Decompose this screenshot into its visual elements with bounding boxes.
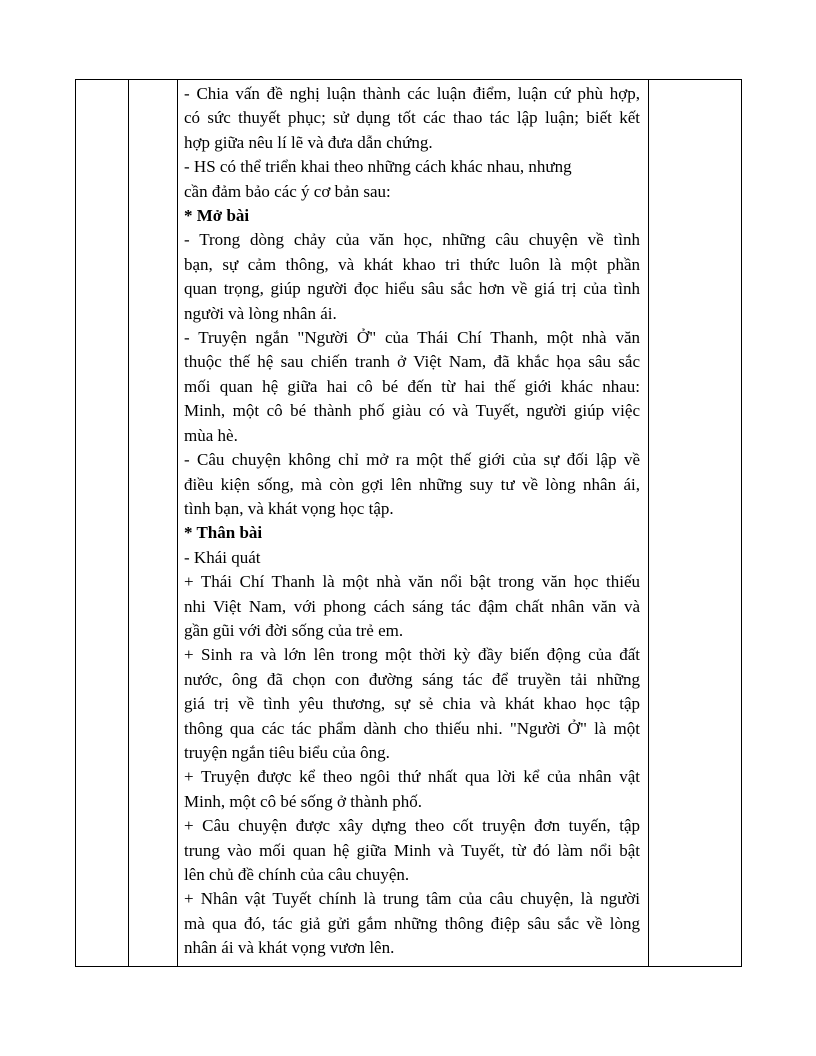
text-line: - Truyện ngắn "Người Ở" của Thái Chí Thanh, một nhà văn — [184, 328, 640, 348]
text-line: nước, ông đã chọn con đường sáng tác để truyền tải những — [184, 669, 640, 689]
text-line: nhân ái và khát vọng vươn lên. — [184, 938, 395, 958]
text-line: + Câu chuyện được xây dựng theo cốt truyện đơn tuyến, tập — [184, 816, 640, 836]
text-line: mà qua đó, tác giả gửi gắm những thông điệp sâu sắc về lòng — [184, 913, 640, 933]
answer-content-cell — [178, 80, 649, 966]
text-line: trung vào mối quan hệ giữa Minh và Tuyết, từ đó làm nổi bật — [184, 840, 640, 860]
text-line: điều kiện sống, mà còn gợi lên những suy tư về lòng nhân ái, — [184, 474, 640, 494]
text-line: - HS có thể triển khai theo những cách khác nhau, nhưng — [184, 157, 572, 177]
table-cell-right — [649, 80, 741, 966]
text-line: người và lòng nhân ái. — [184, 303, 337, 323]
section-heading-line: * Mở bài — [184, 206, 250, 226]
text-line: - Trong dòng chảy của văn học, những câu chuyện về tình — [184, 230, 640, 250]
text-line: mối quan hệ giữa hai cô bé đến từ hai thế giới khác nhau: — [184, 376, 640, 396]
text-line: cần đảm bảo các ý cơ bản sau: — [184, 181, 391, 201]
table-cell-left-2 — [129, 80, 178, 966]
text-line: + Thái Chí Thanh là một nhà văn nổi bật trong văn học thiếu — [184, 572, 640, 592]
text-line: - Khái quát — [184, 547, 261, 567]
text-line: giá trị về tình yêu thương, sự sẻ chia và khát khao học tập — [184, 694, 640, 714]
text-line: bạn, sự cảm thông, và khát khao tri thức luôn là một phần — [184, 254, 640, 274]
text-line: lên chủ đề chính của câu chuyện. — [184, 865, 410, 884]
text-line: nhi Việt Nam, với phong cách sáng tác đậm chất nhân văn và — [184, 596, 640, 616]
text-line: - Chia vấn đề nghị luận thành các luận điểm, luận cứ phù hợp, — [184, 84, 640, 103]
text-line: hợp giữa nêu lí lẽ và đưa dẫn chứng. — [184, 132, 433, 152]
section-heading-line: * Thân bài — [184, 523, 263, 543]
text-line: Minh, một cô bé sống ở thành phố. — [184, 791, 422, 811]
text-line: + Sinh ra và lớn lên trong một thời kỳ đầy biến động của đất — [184, 645, 640, 665]
text-line: có sức thuyết phục; sử dụng tốt các thao tác lập luận; biết kết — [184, 108, 640, 128]
text-line: gần gũi với đời sống của trẻ em. — [184, 620, 404, 640]
text-line: + Nhân vật Tuyết chính là trung tâm của câu chuyện, là người — [184, 889, 640, 909]
text-line: truyện ngắn tiêu biểu của ông. — [184, 742, 390, 762]
rubric-table — [75, 79, 742, 967]
text-line: tình bạn, và khát vọng học tập. — [184, 498, 394, 518]
table-cell-left-1 — [76, 80, 129, 966]
text-line: Minh, một cô bé thành phố giàu có và Tuyết, người giúp việc — [184, 401, 640, 421]
text-line: thuộc thế hệ sau chiến tranh ở Việt Nam, đã khắc họa sâu sắc — [184, 352, 640, 372]
text-line: + Truyện được kể theo ngôi thứ nhất qua lời kể của nhân vật — [184, 767, 640, 787]
text-line: quan trọng, giúp người đọc hiểu sâu sắc hơn về giá trị của tình — [184, 279, 640, 299]
text-line: mùa hè. — [184, 425, 238, 445]
text-line: - Câu chuyện không chỉ mở ra một thế giới của sự đối lập về — [184, 450, 640, 470]
text-line: thông qua các tác phẩm dành cho thiếu nhi. "Người Ở" là một — [184, 718, 640, 738]
